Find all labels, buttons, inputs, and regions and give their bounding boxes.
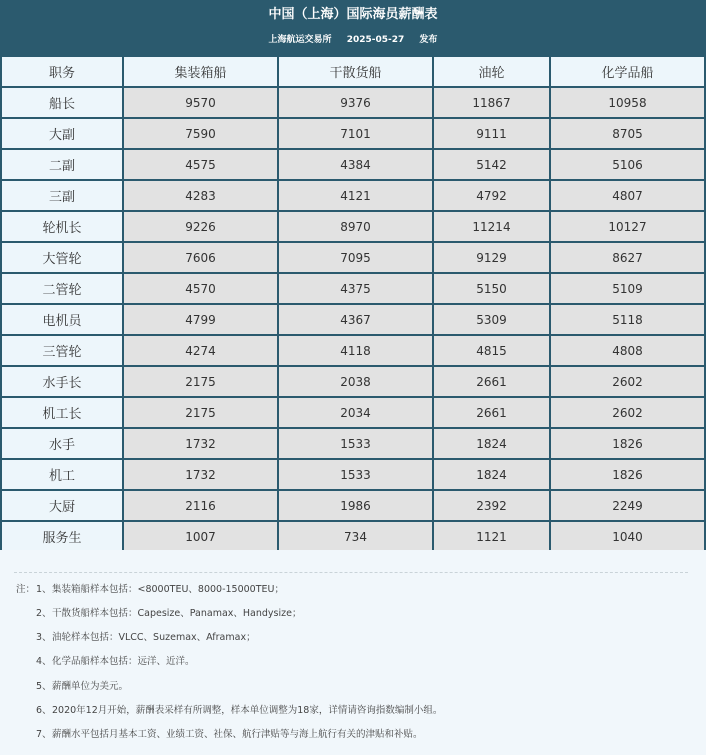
salary-cell: 4799 bbox=[124, 305, 279, 336]
salary-cell: 5118 bbox=[551, 305, 704, 336]
note-number: 4、 bbox=[36, 656, 52, 667]
salary-cell: 4570 bbox=[124, 274, 279, 305]
note-item bbox=[0, 727, 706, 743]
table-row bbox=[2, 336, 704, 367]
note-item bbox=[0, 630, 706, 646]
table-row bbox=[2, 305, 704, 336]
table-row bbox=[2, 119, 704, 150]
table-row bbox=[2, 88, 704, 119]
rank-cell: 水手 bbox=[2, 429, 124, 460]
publisher-name: 上海航运交易所 bbox=[268, 35, 332, 45]
table-row bbox=[2, 274, 704, 305]
salary-cell: 5142 bbox=[434, 150, 551, 181]
table-row bbox=[2, 429, 704, 460]
note-item bbox=[0, 654, 706, 670]
salary-cell: 1986 bbox=[279, 491, 434, 522]
table-row bbox=[2, 398, 704, 429]
salary-cell: 1824 bbox=[434, 460, 551, 491]
salary-cell: 4274 bbox=[124, 336, 279, 367]
note-text: 干散货船样本包括：Capesize、Panamax、Handysize； bbox=[52, 608, 302, 619]
rank-cell: 二管轮 bbox=[2, 274, 124, 305]
table-row bbox=[2, 460, 704, 491]
column-header-chemical: 化学品船 bbox=[551, 57, 704, 88]
salary-cell: 2175 bbox=[124, 367, 279, 398]
note-number: 5、 bbox=[36, 681, 52, 692]
table-row bbox=[2, 150, 704, 181]
salary-cell: 4367 bbox=[279, 305, 434, 336]
salary-cell: 2661 bbox=[434, 398, 551, 429]
salary-cell: 7590 bbox=[124, 119, 279, 150]
note-text: 薪酬水平包括月基本工资、业绩工资、社保、航行津贴等与海上航行有关的津贴和补贴。 bbox=[52, 729, 423, 740]
publish-date: 2025-05-27 bbox=[346, 35, 405, 45]
salary-cell: 9226 bbox=[124, 212, 279, 243]
salary-table-frame bbox=[0, 55, 706, 550]
salary-cell: 8627 bbox=[551, 243, 704, 274]
salary-cell: 11867 bbox=[434, 88, 551, 119]
salary-cell: 2392 bbox=[434, 491, 551, 522]
salary-cell: 4384 bbox=[279, 150, 434, 181]
column-header-container: 集装箱船 bbox=[124, 57, 279, 88]
salary-cell: 2034 bbox=[279, 398, 434, 429]
table-row bbox=[2, 181, 704, 212]
note-number: 3、 bbox=[36, 632, 52, 643]
rank-cell: 机工长 bbox=[2, 398, 124, 429]
salary-cell: 2038 bbox=[279, 367, 434, 398]
notes-divider bbox=[14, 572, 688, 573]
publish-info bbox=[0, 33, 706, 47]
salary-cell: 1826 bbox=[551, 460, 704, 491]
table-row bbox=[2, 212, 704, 243]
rank-cell: 机工 bbox=[2, 460, 124, 491]
salary-cell: 1533 bbox=[279, 460, 434, 491]
salary-cell: 1007 bbox=[124, 522, 279, 551]
rank-cell: 轮机长 bbox=[2, 212, 124, 243]
note-text: 油轮样本包括：VLCC、Suzemax、Aframax； bbox=[52, 632, 256, 643]
rank-cell: 三副 bbox=[2, 181, 124, 212]
note-item bbox=[0, 606, 706, 622]
salary-cell: 2602 bbox=[551, 367, 704, 398]
salary-cell: 7101 bbox=[279, 119, 434, 150]
salary-cell: 4118 bbox=[279, 336, 434, 367]
salary-cell: 9376 bbox=[279, 88, 434, 119]
rank-cell: 大厨 bbox=[2, 491, 124, 522]
salary-cell: 9129 bbox=[434, 243, 551, 274]
salary-cell: 5109 bbox=[551, 274, 704, 305]
note-item bbox=[0, 582, 706, 598]
notes-prefix: 注： bbox=[16, 584, 36, 595]
salary-cell: 5309 bbox=[434, 305, 551, 336]
column-header-tanker: 油轮 bbox=[434, 57, 551, 88]
salary-cell: 8705 bbox=[551, 119, 704, 150]
rank-cell: 大管轮 bbox=[2, 243, 124, 274]
salary-cell: 1732 bbox=[124, 460, 279, 491]
salary-cell: 10958 bbox=[551, 88, 704, 119]
salary-cell: 1824 bbox=[434, 429, 551, 460]
salary-cell: 5106 bbox=[551, 150, 704, 181]
table-row bbox=[2, 243, 704, 274]
table-row bbox=[2, 522, 704, 551]
rank-cell: 二副 bbox=[2, 150, 124, 181]
table-row bbox=[2, 367, 704, 398]
rank-cell: 三管轮 bbox=[2, 336, 124, 367]
salary-cell: 9111 bbox=[434, 119, 551, 150]
salary-cell: 5150 bbox=[434, 274, 551, 305]
salary-cell: 4575 bbox=[124, 150, 279, 181]
salary-cell: 1826 bbox=[551, 429, 704, 460]
salary-cell: 4283 bbox=[124, 181, 279, 212]
header-banner bbox=[0, 0, 706, 55]
salary-cell: 2602 bbox=[551, 398, 704, 429]
salary-cell: 2175 bbox=[124, 398, 279, 429]
salary-cell: 2661 bbox=[434, 367, 551, 398]
salary-cell: 734 bbox=[279, 522, 434, 551]
note-text: 化学品船样本包括：远洋、近洋。 bbox=[52, 656, 195, 667]
salary-cell: 1732 bbox=[124, 429, 279, 460]
notes-section bbox=[0, 550, 706, 755]
rank-cell: 大副 bbox=[2, 119, 124, 150]
note-item bbox=[0, 679, 706, 695]
page-title: 中国（上海）国际海员薪酬表 bbox=[268, 7, 438, 22]
salary-cell: 4808 bbox=[551, 336, 704, 367]
note-text: 2020年12月开始，薪酬表采样有所调整，样本单位调整为18家，详情请咨询指数编制小组。 bbox=[52, 705, 443, 716]
column-header-bulk: 干散货船 bbox=[279, 57, 434, 88]
note-number: 2、 bbox=[36, 608, 52, 619]
salary-cell: 2116 bbox=[124, 491, 279, 522]
publish-label: 发布 bbox=[419, 35, 438, 45]
salary-cell: 4807 bbox=[551, 181, 704, 212]
salary-cell: 11214 bbox=[434, 212, 551, 243]
salary-cell: 9570 bbox=[124, 88, 279, 119]
salary-cell: 7095 bbox=[279, 243, 434, 274]
rank-cell: 服务生 bbox=[2, 522, 124, 551]
note-item bbox=[0, 703, 706, 719]
salary-cell: 4815 bbox=[434, 336, 551, 367]
salary-cell: 4375 bbox=[279, 274, 434, 305]
salary-table bbox=[2, 57, 704, 551]
salary-cell: 1040 bbox=[551, 522, 704, 551]
note-text: 集装箱船样本包括：<8000TEU、8000-15000TEU； bbox=[52, 584, 284, 595]
salary-cell: 4121 bbox=[279, 181, 434, 212]
table-row bbox=[2, 491, 704, 522]
salary-cell: 1533 bbox=[279, 429, 434, 460]
note-text: 薪酬单位为美元。 bbox=[52, 681, 129, 692]
note-number: 6、 bbox=[36, 705, 52, 716]
salary-cell: 1121 bbox=[434, 522, 551, 551]
salary-cell: 10127 bbox=[551, 212, 704, 243]
note-number: 1、 bbox=[36, 584, 52, 595]
rank-cell: 电机员 bbox=[2, 305, 124, 336]
salary-cell: 2249 bbox=[551, 491, 704, 522]
column-header-rank: 职务 bbox=[2, 57, 124, 88]
rank-cell: 水手长 bbox=[2, 367, 124, 398]
salary-cell: 8970 bbox=[279, 212, 434, 243]
note-number: 7、 bbox=[36, 729, 52, 740]
table-header-row bbox=[2, 57, 704, 88]
rank-cell: 船长 bbox=[2, 88, 124, 119]
salary-cell: 7606 bbox=[124, 243, 279, 274]
salary-cell: 4792 bbox=[434, 181, 551, 212]
